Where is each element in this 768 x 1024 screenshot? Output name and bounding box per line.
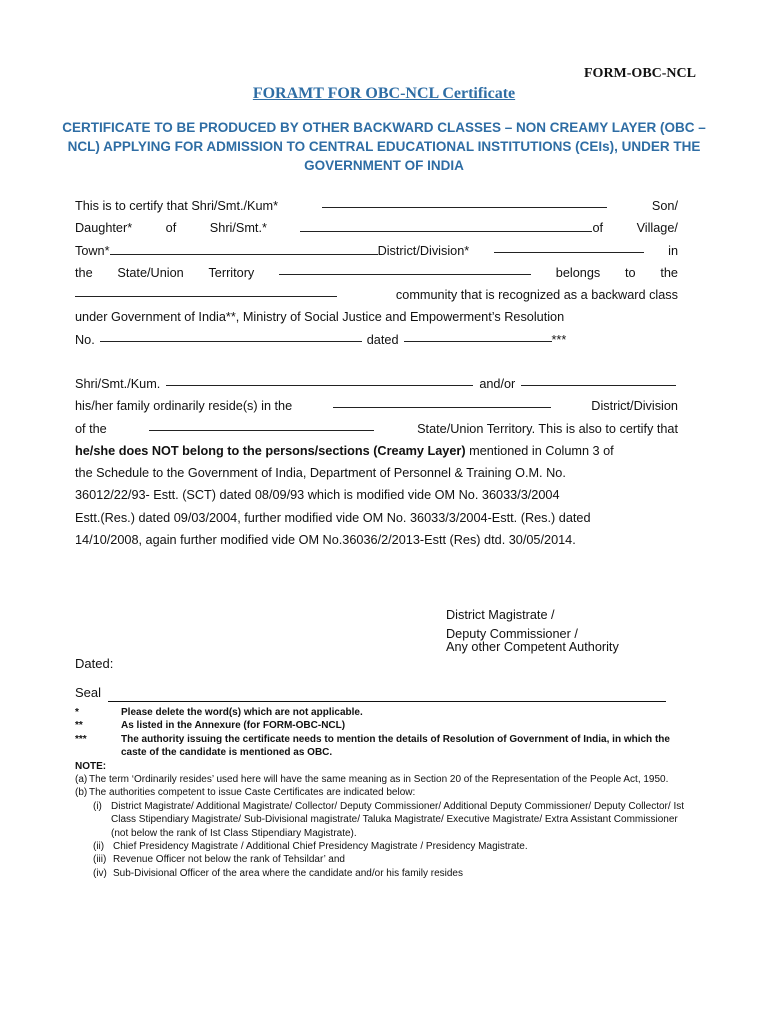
- text: his/her family ordinarily reside(s) in the: [75, 399, 293, 414]
- note-label: (b): [75, 787, 88, 799]
- authority-label: (ii): [93, 841, 105, 853]
- text: belongs: [555, 265, 601, 280]
- note-label: (a): [75, 774, 88, 786]
- state-blank: [279, 262, 531, 275]
- text: community that is recognized as a backward class: [395, 288, 678, 303]
- text: of: [592, 221, 604, 236]
- candidate-name-blank: [166, 373, 473, 386]
- authority-label: (iv): [93, 867, 107, 879]
- resolution-no-blank: [100, 329, 362, 342]
- text: and/or: [479, 377, 516, 391]
- creamy-layer-statement: he/she does NOT belong to the persons/sections (Creamy Layer): [75, 443, 466, 458]
- certify-paragraph-1: [75, 195, 678, 351]
- note-text: The term ‘Ordinarily resides’ used here will have the same meaning as in Section 20 of the Representation of the People Act, 1950.: [89, 774, 669, 786]
- resolution-date-blank: [404, 329, 552, 342]
- note-text: The authorities competent to issue Caste Certificates are indicated below:: [89, 787, 416, 799]
- text: Village/: [636, 221, 678, 236]
- seal-label: Seal: [75, 685, 102, 700]
- signatory-line: Deputy Commissioner /: [446, 626, 578, 641]
- text: the: [75, 265, 93, 280]
- text: dated: [366, 332, 399, 347]
- authority-text: District Magistrate/ Additional Magistrate/ Collector/ Deputy Commissioner/ Additional Deputy Commissioner/ Deputy Collector/ Ist Class Stipendiary Magistrate/ Sub-Divisional magistrate/ Taluka Magistrate/ Executive Magistrate/ Extra Assistant Commissioner (not below the rank of Ist Class Stipendiary Magistrate).: [111, 800, 684, 839]
- seal-rule: [108, 701, 666, 702]
- text: of: [165, 221, 177, 236]
- form-id: FORM-OBC-NCL: [584, 66, 696, 81]
- town-blank: [110, 242, 378, 255]
- note-item: [75, 786, 685, 799]
- footnote: [75, 706, 685, 719]
- text: Daughter*: [75, 221, 133, 236]
- state-blank-2: [149, 418, 374, 431]
- footnote-mark: *: [75, 707, 79, 718]
- footnote-mark: ***: [75, 733, 87, 745]
- text: Territory: [208, 265, 255, 280]
- footnote: [75, 733, 685, 760]
- text: District/Division: [591, 399, 678, 414]
- residence-blank: [333, 395, 551, 408]
- form-title: FORAMT FOR OBC-NCL Certificate: [252, 85, 516, 102]
- text: District/Division*: [377, 243, 470, 258]
- footnote-mark: **: [75, 720, 83, 732]
- authority-text: Chief Presidency Magistrate / Additional Chief Presidency Magistrate / Presidency Magistrate.: [113, 841, 528, 853]
- signatory-line: District Magistrate /: [446, 608, 555, 622]
- text: the Schedule to the Government of India, Department of Personnel & Training O.M. No.: [75, 466, 566, 481]
- footnote-text: The authority issuing the certificate needs to mention the details of Resolution of Government of India, in which the caste of the candidate is mentioned as OBC.: [121, 733, 670, 759]
- text: to: [624, 265, 636, 280]
- certify-paragraph-2: [75, 373, 678, 551]
- text: under Government of India**, Ministry of Social Justice and Empowerment’s Resolution: [75, 310, 565, 325]
- authority-item: [75, 800, 685, 840]
- community-blank: [75, 284, 337, 297]
- text: 36012/22/93- Estt. (SCT) dated 08/09/93 which is modified vide OM No. 36033/3/2004: [75, 488, 560, 503]
- text: Town*: [75, 243, 110, 258]
- dated-label: Dated:: [75, 656, 114, 671]
- signature-block: [446, 609, 619, 655]
- text: Shri/Smt.*: [209, 221, 267, 236]
- authority-item: [75, 867, 685, 880]
- district-blank: [494, 240, 644, 253]
- text: This is to certify that Shri/Smt./Kum*: [75, 199, 279, 213]
- signatory-line: Any other Competent Authority: [446, 640, 619, 654]
- text: Shri/Smt./Kum.: [75, 377, 161, 391]
- authority-label: (i): [93, 800, 102, 812]
- text: Son/: [651, 199, 678, 213]
- text: State/Union: [117, 265, 184, 280]
- text: the: [660, 265, 678, 280]
- text: State/Union Territory. This is also to certify that: [417, 421, 678, 436]
- form-subtitle: CERTIFICATE TO BE PRODUCED BY OTHER BACKWARD CLASSES – NON CREAMY LAYER (OBC – NCL) APPLYING FOR ADMISSION TO CENTRAL EDUCATIONAL INSTITUTIONS (CEIs), UNDER THE GOVERNMENT OF INDIA: [62, 120, 706, 173]
- authority-text: Revenue Officer not below the rank of Tehsildar’ and: [113, 854, 345, 866]
- authority-item: [75, 853, 685, 866]
- name-blank: [322, 195, 607, 208]
- note-item: [75, 773, 685, 786]
- parent-name-blank: [300, 219, 592, 232]
- other-name-blank: [521, 373, 676, 386]
- footnote-text: As listed in the Annexure (for FORM-OBC-NCL): [121, 720, 346, 732]
- note-heading: NOTE:: [75, 760, 107, 772]
- text: mentioned in Column 3 of: [465, 443, 614, 458]
- text: in: [668, 243, 678, 258]
- text: No.: [75, 332, 95, 347]
- text: ***: [551, 332, 567, 347]
- text: 14/10/2008, again further modified vide OM No.36036/2/2013-Estt (Res) dtd. 30/05/2014.: [75, 533, 576, 548]
- footnote-text: Please delete the word(s) which are not applicable.: [121, 707, 363, 718]
- footnote: [75, 719, 685, 732]
- text: of the: [75, 421, 107, 436]
- authority-label: (iii): [93, 854, 107, 866]
- authority-item: [75, 840, 685, 853]
- authority-text: Sub-Divisional Officer of the area where the candidate and/or his family resides: [113, 867, 463, 879]
- text: Estt.(Res.) dated 09/03/2004, further modified vide OM No. 36033/3/2004-Estt. (Res.) dated: [75, 510, 591, 525]
- notes-section: [75, 706, 685, 880]
